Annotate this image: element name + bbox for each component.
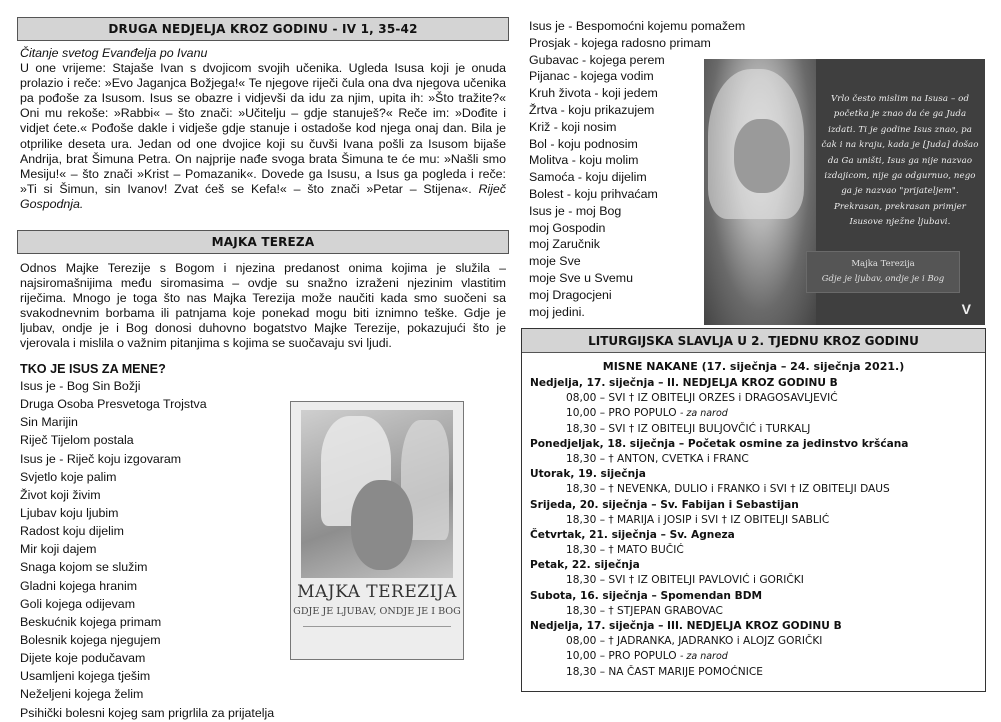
- schedule-mass: 18,30 – † STJEPAN GRABOVAC: [566, 604, 723, 617]
- list-item: Psihički bolesni kojeg sam prigrlila za prijatelja: [20, 705, 275, 720]
- list-item: Bolesnik kojega njegujem: [20, 632, 161, 647]
- list-item: Bol - koju podnosim: [529, 136, 638, 151]
- list-item: Žrtva - koju prikazujem: [529, 102, 655, 117]
- schedule-mass: 18,30 – † MATO BUČIĆ: [566, 544, 684, 557]
- mass-time: 18,30: [566, 544, 597, 557]
- mass-note: - za narod: [679, 651, 728, 663]
- list-item: Isus je - Riječ koju izgovaram: [20, 451, 182, 466]
- quote-image: [704, 59, 985, 325]
- schedule-mass: 18,30 – NA ČAST MARIJE POMOĆNICE: [566, 665, 763, 678]
- mass-time: 18,30: [566, 452, 597, 465]
- schedule-day: Četvrtak, 21. siječnja – Sv. Agneza: [530, 528, 735, 541]
- schedule-mass: 10,00 – PRO POPULO - za narod: [566, 407, 728, 420]
- schedule-mass: 18,30 – SVI † IZ OBITELJI PAVLOVIĆ i GORIČKI: [566, 574, 804, 587]
- list-item: Dijete koje podučavam: [20, 651, 146, 666]
- mass-intention: † STJEPAN GRABOVAC: [608, 604, 723, 617]
- list-item: moj jedini.: [529, 304, 585, 319]
- list-item: Neželjeni kojega želim: [20, 687, 144, 702]
- quote-credit: [806, 251, 960, 293]
- list-item: Ljubav koju ljubim: [20, 505, 119, 520]
- mass-intention: † MARIJA i JOSIP i SVI † IZ OBITELJI SABLIĆ: [608, 513, 830, 526]
- list-item: Križ - koji nosim: [529, 119, 617, 134]
- schedule-day: Nedjelja, 17. siječnja – II. NEDJELJA KROZ GODINU B: [530, 377, 838, 389]
- mass-time: 18,30: [566, 513, 597, 526]
- schedule-day: Petak, 22. siječnja: [530, 559, 640, 572]
- list-item: Snaga kojom se služim: [20, 560, 148, 575]
- list-item: moj Gospodin: [529, 220, 606, 235]
- schedule-mass: 08,00 – SVI † IZ OBITELJI ORZES i DRAGOSAVLJEVIĆ: [566, 392, 838, 405]
- quote-credit-title: Gdje je ljubav, ondje je i Bog: [821, 274, 945, 284]
- who-is-jesus-list-left: [20, 377, 274, 722]
- mass-time: 08,00: [566, 392, 597, 405]
- mass-intention: SVI † IZ OBITELJI ORZES i DRAGOSAVLJEVIĆ: [608, 392, 838, 405]
- list-item: Goli kojega odijevam: [20, 596, 136, 611]
- mass-time: 18,30: [566, 574, 597, 587]
- book-subtitle: GDJE JE LJUBAV, ONDJE JE I BOG: [293, 606, 461, 617]
- schedule-mass: 08,00 – † JADRANKA, JADRANKO i ALOJZ GORIČKI: [566, 635, 823, 648]
- mother-teresa-portrait: [704, 59, 816, 325]
- list-item: Isus je - moj Bog: [529, 203, 622, 218]
- schedule-day: Ponedjeljak, 18. siječnja – Početak osmine za jedinstvo kršćana: [530, 437, 909, 450]
- schedule-day: Subota, 16. siječnja – Spomendan BDM: [530, 589, 763, 602]
- gospel-heading: DRUGA NEDJELJA KROZ GODINU - IV 1, 35-42: [17, 17, 509, 41]
- schedule-title: MISNE NAKANE (17. siječnja – 24. siječnja 2021.): [602, 360, 905, 373]
- schedule-mass: 18,30 – † ANTON, CVETKA i FRANC: [566, 452, 749, 465]
- list-item: Bolest - koju prihvaćam: [529, 186, 658, 201]
- list-item: moje Sve u Svemu: [529, 270, 633, 285]
- mass-intention: † NEVENKA, DULIO i FRANKO i SVI † IZ OBITELJI DAUS: [608, 483, 890, 496]
- mass-time: 10,00: [566, 650, 597, 663]
- mass-intention: PRO POPULO: [608, 407, 677, 420]
- list-item: Svjetlo koje palim: [20, 469, 117, 484]
- schedule-mass: 10,00 – PRO POPULO - za narod: [566, 650, 728, 663]
- mass-intention: † JADRANKA, JADRANKO i ALOJZ GORIČKI: [608, 635, 823, 648]
- schedule-mass: 18,30 – SVI † IZ OBITELJI BULJOVČIĆ i TURKALJ: [566, 422, 811, 435]
- list-item: Molitva - koju molim: [529, 153, 639, 168]
- schedule-mass: 18,30 – † NEVENKA, DULIO i FRANKO i SVI † IZ OBITELJI DAUS: [566, 483, 890, 496]
- quote-credit-name: Majka Terezija: [851, 259, 915, 269]
- mass-intention: NA ČAST MARIJE POMOĆNICE: [608, 665, 763, 678]
- publisher-logo: V: [961, 301, 971, 317]
- mass-intention: SVI † IZ OBITELJI PAVLOVIĆ i GORIČKI: [608, 574, 804, 587]
- list-item: moje Sve: [529, 254, 581, 269]
- mass-time: 18,30: [566, 665, 597, 678]
- mass-intention: † MATO BUČIĆ: [608, 544, 684, 557]
- schedule-day: Srijeda, 20. siječnja – Sv. Fabijan i Sebastijan: [530, 498, 799, 511]
- list-item: Gladni kojega hranim: [20, 578, 138, 593]
- list-item: Mir koji dajem: [20, 542, 97, 557]
- gospel-ending: Riječ Gospodnja.: [20, 181, 506, 211]
- quote-text: Vrlo često mislim na Isusa – od početka je znao da će ga Juda izdati. Ti je godine Isus znao, pa čak i na kraju, kada je [Juda] došao da Ga uništi, Isus ga nije nazvao izdajicom, nije ga odgurnuo, nego ga je nazvao "prijateljem". Prekrasan, prekrasan primjer Isusove nježne ljubavi.: [821, 94, 979, 228]
- mass-time: 18,30: [566, 422, 597, 435]
- mass-time: 10,00: [566, 407, 597, 420]
- list-item: Samoća - koju dijelim: [529, 170, 647, 185]
- mass-time: 08,00: [566, 635, 597, 648]
- mass-intention: † ANTON, CVETKA i FRANC: [608, 452, 749, 465]
- mass-intention: SVI † IZ OBITELJI BULJOVČIĆ i TURKALJ: [608, 422, 811, 435]
- list-item: Život koji živim: [20, 487, 101, 502]
- schedule-day: Nedjelja, 17. siječnja – III. NEDJELJA KROZ GODINU B: [530, 620, 842, 632]
- mass-note: - za narod: [679, 408, 728, 420]
- book-cover-photo: [301, 410, 453, 578]
- gospel-lead: Čitanje svetog Evanđelja po Ivanu: [20, 46, 208, 60]
- list-item: Pijanac - kojega vodim: [529, 69, 654, 84]
- list-item: Sin Marijin: [20, 415, 78, 430]
- schedule-mass: 18,30 – † MARIJA i JOSIP i SVI † IZ OBITELJI SABLIĆ: [566, 513, 830, 526]
- majka-heading: MAJKA TEREZA: [17, 230, 509, 254]
- list-item: Riječ Tijelom postala: [20, 433, 134, 448]
- list-item: Prosjak - kojega radosno primam: [529, 35, 711, 50]
- mass-time: 18,30: [566, 483, 597, 496]
- list-item: Isus je - Bespomoćni kojemu pomažem: [529, 19, 746, 33]
- mass-time: 18,30: [566, 604, 597, 617]
- list-item: Beskućnik kojega primam: [20, 614, 162, 629]
- list-item: Kruh života - koji jedem: [529, 86, 658, 101]
- list-item: moj Zaručnik: [529, 237, 600, 252]
- list-item: Druga Osoba Presvetoga Trojstva: [20, 397, 207, 412]
- schedule-day: Utorak, 19. siječnja: [530, 468, 646, 481]
- tko-je-isus-heading: TKO JE ISUS ZA MENE?: [20, 362, 166, 376]
- book-title: MAJKA TEREZIJA: [297, 582, 457, 602]
- list-item: Usamljeni kojega tješim: [20, 669, 151, 684]
- mass-intention: PRO POPULO: [608, 650, 677, 663]
- schedule-heading: LITURGIJSKA SLAVLJA U 2. TJEDNU KROZ GODINU: [522, 329, 985, 353]
- list-item: Radost koju dijelim: [20, 524, 124, 539]
- gospel-text: [20, 46, 506, 212]
- schedule-list: [530, 376, 982, 680]
- gospel-body: U one vrijeme: Stajaše Ivan s dvojicom svojih učenika. Ugleda Isusa koji je onuda prolazio i reče: »Evo Jaganjca Božjega!« Te njegove riječi čula ona dva njegova učenika pa pođoše za Isusom. Isus se obazre i vidjevši da idu za njim, upita ih: »Što tražite?« Oni mu rekoše: »Rabbi« – što znači: »Učitelju – gdje stanuješ?« Reče im: »Dođite i vidjet ćete.« Pođoše dakle i vidješe gdje stanuje i ostadoše kod njega onaj dan. Bila je otprilike deseta ura. Jedan od one dvojice koji su čuvši Ivana pošli za Isusom bijaše Andrija, brat Šimuna Petra. On najprije nađe svoga brata Šimuna te će mu: »Našli smo Mesiju!« – što znači »Krist – Pomazanik«. Dovede ga Isusu, a Isus ga pogleda i reče: »Ti si Šimun, sin Ivanov! Zvat ćeš se Kefa!« – što znači »Petar – Stijena«.: [20, 61, 506, 196]
- list-item: moj Dragocjeni: [529, 287, 612, 302]
- book-cover-image: [290, 401, 464, 660]
- list-item: Gubavac - kojega perem: [529, 52, 665, 67]
- list-item: Isus je - Bog Sin Božji: [20, 379, 141, 393]
- majka-text: Odnos Majke Terezije s Bogom i njezina predanost onima kojima je služila – najsiromašnijima među siromasima – ovdje su snažno izraženi njezinim vlastitim riječima. Mnogo je toga što nas Majka Terezija može naučiti kada smo suočeni sa svakodnevnim borbama ili patnjama koje ponekad mogu biti iznimno teške. Gdje je ljubav, ondje je i Bog donosi duhovno bogatstvo Majke Terezije, pokazujući što je vjerovala i mislila o važnim pitanjima s kojima se suočavaju svi ljudi.: [20, 261, 506, 351]
- schedule-box: [521, 328, 986, 692]
